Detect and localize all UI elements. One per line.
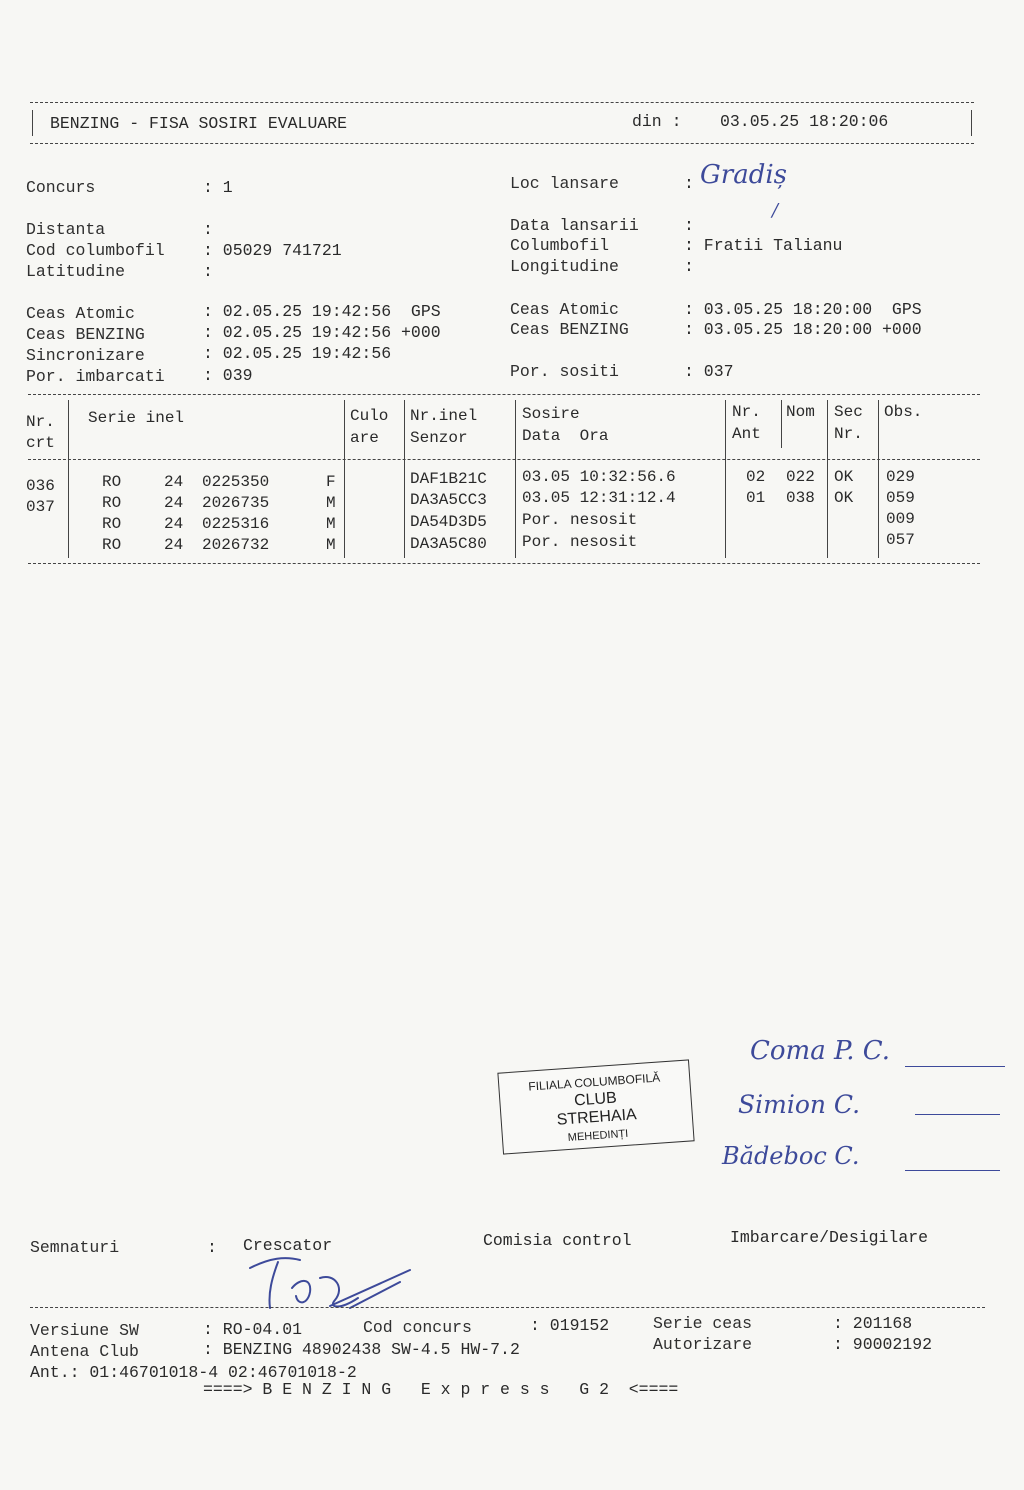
header-culo: Culo [350, 407, 389, 425]
nr-crt-2: 037 [26, 498, 55, 516]
header-are: are [350, 429, 379, 447]
row-year: 24 [164, 515, 184, 533]
row-sensor: DA3A5CC3 [410, 491, 487, 509]
latitudine-value: : [203, 262, 213, 281]
row-arrival: Por. nesosit [522, 533, 638, 551]
row-ring: 0225350 [202, 473, 270, 491]
row-obs: 029 [886, 468, 915, 486]
header-nr-inel: Nr.inel [410, 407, 478, 425]
sig1-stroke [905, 1066, 1005, 1067]
cod-concurs-value: : 019152 [530, 1316, 610, 1335]
table-header-rule [28, 459, 980, 460]
columbofil-label: Columbofil [510, 236, 610, 255]
stamp-line-1: FILIALA COLUMBOFILĂ [527, 1070, 661, 1094]
columbofil-value: : Fratii Talianu [684, 236, 843, 255]
row-arrival: Por. nesosit [522, 511, 638, 529]
header-din-value: 03.05.25 18:20:06 [720, 112, 889, 131]
club-stamp [497, 1059, 694, 1154]
row-sensor: DA54D3D5 [410, 513, 487, 531]
row-obs: 009 [886, 510, 915, 528]
row-ring: 2026732 [202, 536, 270, 554]
header-senzor: Senzor [410, 429, 468, 447]
antena-club-label: Antena Club [30, 1342, 139, 1361]
row-country: RO [102, 473, 122, 491]
cod-concurs-label: Cod concurs [363, 1318, 472, 1337]
ceas-benzing-start-value: : 02.05.25 19:42:56 +000 [203, 323, 441, 342]
stamp-line-4: MEHEDINȚI [567, 1127, 629, 1145]
row-obs: 057 [886, 531, 915, 549]
row-nom: 038 [786, 489, 815, 507]
ceas-atomic-start-label: Ceas Atomic [26, 304, 135, 323]
serie-ceas-value: : 201168 [833, 1314, 913, 1333]
col-sep-culoare [404, 400, 405, 558]
sig2-stroke [915, 1114, 1000, 1115]
row-nom: 022 [786, 468, 815, 486]
row-sex: M [326, 494, 336, 512]
por-sositi-label: Por. sositi [510, 362, 619, 381]
ceas-atomic-end-label: Ceas Atomic [510, 300, 619, 319]
col-sep-nom [827, 400, 828, 558]
col-sep-senzor [515, 400, 516, 558]
versiune-value: : RO-04.01 [203, 1320, 303, 1339]
semnaturi-label: Semnaturi [30, 1238, 120, 1257]
header-serie-inel: Serie inel [88, 409, 185, 427]
row-ant: 01 [746, 489, 766, 507]
row-sensor: DA3A5C80 [410, 535, 487, 553]
header-obs: Obs. [884, 403, 923, 421]
commission-signature-1: Coma P. C. [750, 1036, 890, 1066]
longitudine-value: : [684, 257, 694, 276]
row-country: RO [102, 494, 122, 512]
concurs-value: : 1 [203, 178, 233, 197]
brand-line: ====> B E N Z I N G E x p r e s s G 2 <==== [203, 1380, 679, 1399]
commission-signature-3: Bădeboc C. [722, 1142, 860, 1170]
sig3-stroke [905, 1170, 1000, 1171]
ceas-atomic-start-value: : 02.05.25 19:42:56 GPS [203, 302, 441, 321]
row-sec: OK [834, 489, 854, 507]
row-sex: M [326, 515, 336, 533]
crescator-label: Crescator [243, 1236, 333, 1255]
antena-club-value: : BENZING 48902438 SW-4.5 HW-7.2 [203, 1340, 520, 1359]
header-sosire: Sosire [522, 405, 580, 423]
data-lansarii-label: Data lansarii [510, 216, 639, 235]
cod-columbofil-value: : 05029 741721 [203, 241, 342, 260]
commission-signature-2: Simion C. [738, 1090, 861, 1119]
por-imbarcati-label: Por. imbarcati [26, 367, 165, 386]
header-sec-nr: Nr. [834, 425, 863, 443]
table-top-rule [28, 394, 980, 395]
row-arrival: 03.05 10:32:56.6 [522, 468, 676, 486]
row-year: 24 [164, 494, 184, 512]
cod-columbofil-label: Cod columbofil [26, 241, 165, 260]
header-sec: Sec [834, 403, 863, 421]
latitudine-label: Latitudine [26, 262, 126, 281]
row-sex: M [326, 536, 336, 554]
por-sositi-value: : 037 [684, 362, 734, 381]
stamp-line-2: CLUB [573, 1089, 618, 1110]
sincronizare-value: : 02.05.25 19:42:56 [203, 344, 392, 363]
longitudine-label: Longitudine [510, 257, 619, 276]
col-sep-serie [344, 400, 345, 558]
header-title: BENZING - FISA SOSIRI EVALUARE [50, 114, 348, 133]
data-lansarii-value: : [684, 216, 694, 235]
nr-crt-1: 036 [26, 477, 55, 495]
row-year: 24 [164, 473, 184, 491]
col-sep-sec [878, 400, 879, 558]
distanta-value: : [203, 220, 213, 239]
ceas-benzing-end-label: Ceas BENZING [510, 320, 629, 339]
header-left-border [32, 110, 33, 136]
header-nr: Nr. [26, 413, 55, 431]
row-country: RO [102, 536, 122, 554]
header-ant: Ant [732, 425, 761, 443]
row-year: 24 [164, 536, 184, 554]
distanta-label: Distanta [26, 220, 106, 239]
autorizare-label: Autorizare [653, 1335, 753, 1354]
antenna-serials: Ant.: 01:46701018-4 02:46701018-2 [30, 1363, 357, 1382]
loc-lansare-label: Loc lansare [510, 174, 619, 193]
imbarcare-label: Imbarcare/Desigilare [730, 1228, 929, 1247]
col-sep-ant [781, 400, 782, 448]
versiune-label: Versiune SW [30, 1321, 139, 1340]
row-ring: 2026735 [202, 494, 270, 512]
row-ring: 0225316 [202, 515, 270, 533]
ceas-benzing-start-label: Ceas BENZING [26, 325, 145, 344]
col-sep-crt [68, 400, 69, 558]
concurs-label: Concurs [26, 178, 96, 197]
row-ant: 02 [746, 468, 766, 486]
row-sec: OK [834, 468, 854, 486]
header-nom: Nom [786, 403, 815, 421]
header-bottom-rule [30, 143, 974, 144]
comisia-label: Comisia control [483, 1231, 632, 1250]
semnaturi-sep: : [207, 1238, 217, 1257]
por-imbarcati-value: : 039 [203, 366, 253, 385]
footer-rule [30, 1307, 985, 1308]
header-din-label: din : [632, 112, 682, 131]
header-data-ora: Data Ora [522, 427, 609, 445]
autorizare-value: : 90002192 [833, 1335, 933, 1354]
header-top-rule [30, 102, 974, 103]
loc-lansare-sep: : [684, 174, 694, 193]
header-crt: crt [26, 434, 55, 452]
loc-lansare-handwritten: Gradiș [700, 160, 788, 190]
serie-ceas-label: Serie ceas [653, 1314, 753, 1333]
header-nr-ant: Nr. [732, 403, 761, 421]
row-sensor: DAF1B21C [410, 470, 487, 488]
row-arrival: 03.05 12:31:12.4 [522, 489, 676, 507]
header-right-border [971, 110, 972, 136]
table-bottom-rule [28, 563, 980, 564]
data-lansarii-mark: / [772, 200, 779, 221]
row-country: RO [102, 515, 122, 533]
row-obs: 059 [886, 489, 915, 507]
row-sex: F [326, 473, 336, 491]
sincronizare-label: Sincronizare [26, 346, 145, 365]
col-sep-sosire [725, 400, 726, 558]
ceas-atomic-end-value: : 03.05.25 18:20:00 GPS [684, 300, 922, 319]
stamp-line-3: STREHAIA [556, 1106, 638, 1129]
ceas-benzing-end-value: : 03.05.25 18:20:00 +000 [684, 320, 922, 339]
